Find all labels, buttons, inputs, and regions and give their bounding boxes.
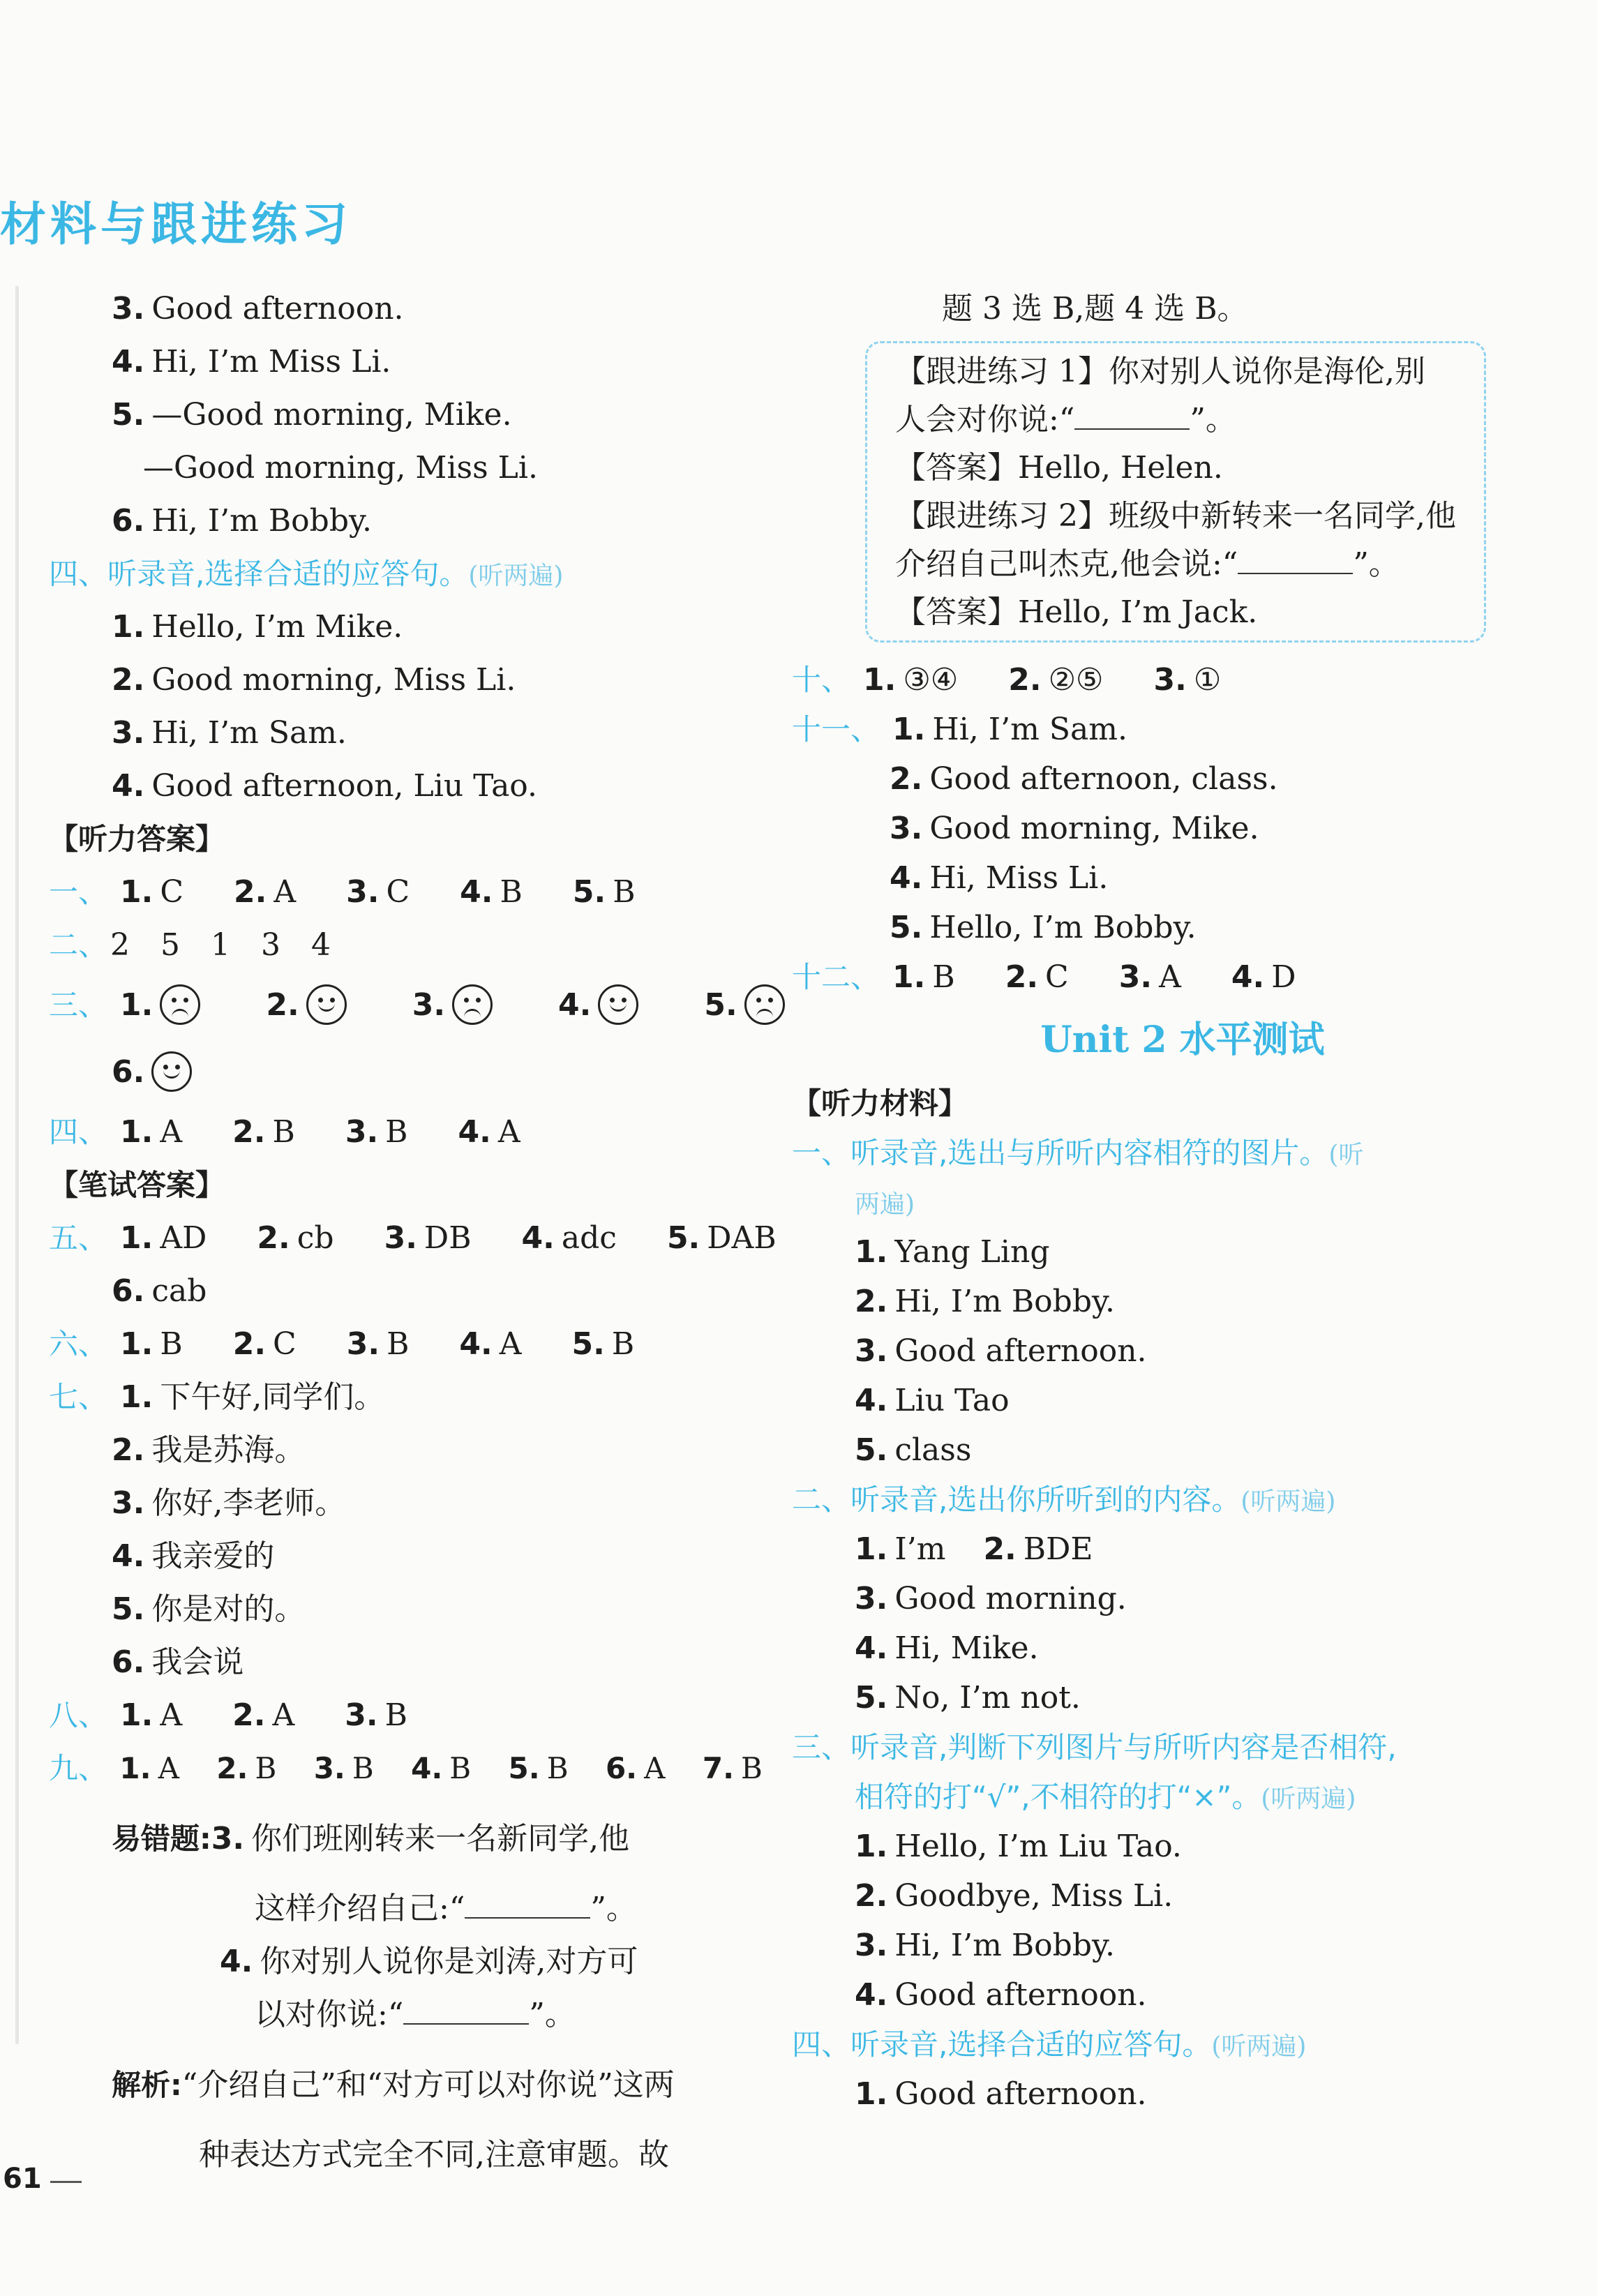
answer-blank <box>1238 545 1353 574</box>
list-item: 5. class <box>855 1432 972 1468</box>
section-heading: 一、听录音,选出与所听内容相符的图片。(听 <box>792 1136 1364 1170</box>
list-item: 1. Good afternoon. <box>855 2076 1147 2112</box>
list-item: 2. 我是苏海。 <box>112 1432 306 1468</box>
list-item: 6. Hi, I’m Bobby. <box>112 503 372 539</box>
list-item: —Good morning, Miss Li. <box>143 450 538 486</box>
practice-question-cont: 介绍自己叫杰克,他会说:“ ”。 <box>895 546 1400 582</box>
answer-row: 十二、 1. B 2. C 3. A 4. D <box>792 959 1296 995</box>
list-item: 3. 你好,李老师。 <box>112 1485 346 1521</box>
answer-row-faces: 6. <box>49 1039 753 1106</box>
list-item: 4. Good afternoon. <box>855 1977 1147 2013</box>
list-item: 2. Hi, I’m Bobby. <box>855 1284 1115 1319</box>
happy-face-icon <box>598 984 638 1025</box>
sad-face-icon <box>452 984 493 1025</box>
answer-row: 6. cab <box>112 1273 207 1309</box>
practice-answer: 【答案】Hello, I’m Jack. <box>895 594 1258 630</box>
answer-blank <box>403 1995 529 2025</box>
right-column <box>792 283 1552 2119</box>
list-item: 1. I’m 2. BDE <box>855 1531 1093 1567</box>
sad-face-icon <box>160 984 200 1025</box>
section-heading: 三、听录音,判断下列图片与所听内容是否相符, <box>792 1730 1397 1764</box>
list-item: 2. Good morning, Miss Li. <box>112 662 516 698</box>
answer-row: 五、 1. AD 2. cb 3. DB 4. adc 5. DAB <box>49 1220 777 1256</box>
list-item: 4. Hi, Mike. <box>855 1630 1039 1666</box>
list-item: 1. Yang Ling <box>855 1234 1050 1270</box>
analysis: 解析:“介绍自己”和“对方可以对你说”这两 <box>112 2067 675 2103</box>
list-item: 3. Hi, I’m Sam. <box>112 715 347 751</box>
unit-title: Unit 2 水平测试 <box>1040 1019 1325 1061</box>
list-item: 3. Good morning, Mike. <box>890 811 1259 846</box>
happy-face-icon <box>306 984 347 1025</box>
page-header-title: 材料与跟进练习 <box>0 197 352 251</box>
error-question-cont: 这样介绍自己:“ ”。 <box>255 1891 637 1926</box>
list-item: 4. Hi, Miss Li. <box>890 860 1109 896</box>
list-item: 1. Hello, I’m Mike. <box>112 609 403 645</box>
list-item: 4. Good afternoon, Liu Tao. <box>112 768 538 804</box>
practice-answer: 【答案】Hello, Helen. <box>895 450 1223 486</box>
list-item: 2. Good afternoon, class. <box>890 761 1278 797</box>
answer-row: 二、2 5 1 3 4 <box>49 927 331 963</box>
section-heading: 二、听录音,选出你所听到的内容。(听两遍) <box>792 1483 1336 1517</box>
sad-face-icon <box>744 984 785 1025</box>
list-item: 3. Good morning. <box>855 1581 1127 1616</box>
practice-question-cont: 人会对你说:“ ”。 <box>895 402 1236 437</box>
section-heading-cont: 两遍) <box>855 1190 915 1219</box>
list-item: 3. Hi, I’m Bobby. <box>855 1928 1115 1963</box>
section-heading-cont: 相符的打“√”,不相符的打“×”。(听两遍) <box>855 1780 1356 1814</box>
list-item: 5. No, I’m not. <box>855 1680 1081 1716</box>
list-item: 5. —Good morning, Mike. <box>112 397 512 433</box>
section-heading: 四、听录音,选择合适的应答句。(听两遍) <box>792 2027 1307 2062</box>
answer-row: 九、 1. A 2. B 3. B 4. B 5. B 6. A 7. B <box>49 1751 763 1785</box>
list-item: 3. Good afternoon. <box>855 1333 1147 1369</box>
happy-face-icon <box>151 1051 192 1092</box>
list-item: 4. Hi, I’m Miss Li. <box>112 344 391 380</box>
analysis-cont: 题 3 选 B,题 4 选 B。 <box>942 291 1248 327</box>
answer-row: 一、 1. C 2. A 3. C 4. B 5. B <box>49 874 636 910</box>
list-item: 5. Hello, I’m Bobby. <box>890 910 1197 945</box>
written-answers-label: 【笔试答案】 <box>49 1168 225 1202</box>
listening-material-label: 【听力材料】 <box>792 1086 968 1120</box>
answer-row-faces: 三、 1. 2. 3. 4. 5. <box>49 972 753 1039</box>
page-number: 61 <box>3 2163 42 2195</box>
page-number-dash <box>50 2181 82 2183</box>
error-question-cont: 以对你说:“ ”。 <box>255 1997 576 2032</box>
list-item: 4. Liu Tao <box>855 1383 1010 1418</box>
answer-row: 十、 1. ③④ 2. ②⑤ 3. ① <box>792 662 1222 698</box>
list-item: 5. 你是对的。 <box>112 1591 306 1627</box>
margin-rule <box>15 286 19 2044</box>
answer-blank <box>465 1889 590 1919</box>
practice-question: 【跟进练习 1】你对别人说你是海伦,别 <box>895 354 1425 389</box>
answer-row: 十一、 1. Hi, I’m Sam. <box>792 712 1127 747</box>
analysis-cont: 种表达方式完全不同,注意审题。故 <box>199 2137 669 2173</box>
list-item: 2. Goodbye, Miss Li. <box>855 1878 1174 1914</box>
list-item: 4. 我亲爱的 <box>112 1538 275 1574</box>
answer-row: 四、 1. A 2. B 3. B 4. A <box>49 1114 520 1150</box>
answer-row: 七、 1. 下午好,同学们。 <box>49 1379 385 1415</box>
answer-row: 八、 1. A 2. A 3. B <box>49 1697 407 1733</box>
left-column <box>49 283 777 2182</box>
follow-up-practice-box <box>865 341 1486 643</box>
answer-row: 六、 1. B 2. C 3. B 4. A 5. B <box>49 1326 635 1362</box>
practice-question: 【跟进练习 2】班级中新转来一名同学,他 <box>895 498 1456 534</box>
list-item: 6. 我会说 <box>112 1644 244 1680</box>
answer-blank <box>1074 400 1190 430</box>
error-question: 4. 你对别人说你是刘涛,对方可 <box>220 1944 638 1979</box>
error-question: 易错题:3. 你们班刚转来一名新同学,他 <box>112 1821 630 1856</box>
list-item: 3. Good afternoon. <box>112 291 404 327</box>
section-heading: 四、听录音,选择合适的应答句。(听两遍) <box>49 557 564 591</box>
listening-answers-label: 【听力答案】 <box>49 822 225 856</box>
list-item: 1. Hello, I’m Liu Tao. <box>855 1829 1182 1864</box>
